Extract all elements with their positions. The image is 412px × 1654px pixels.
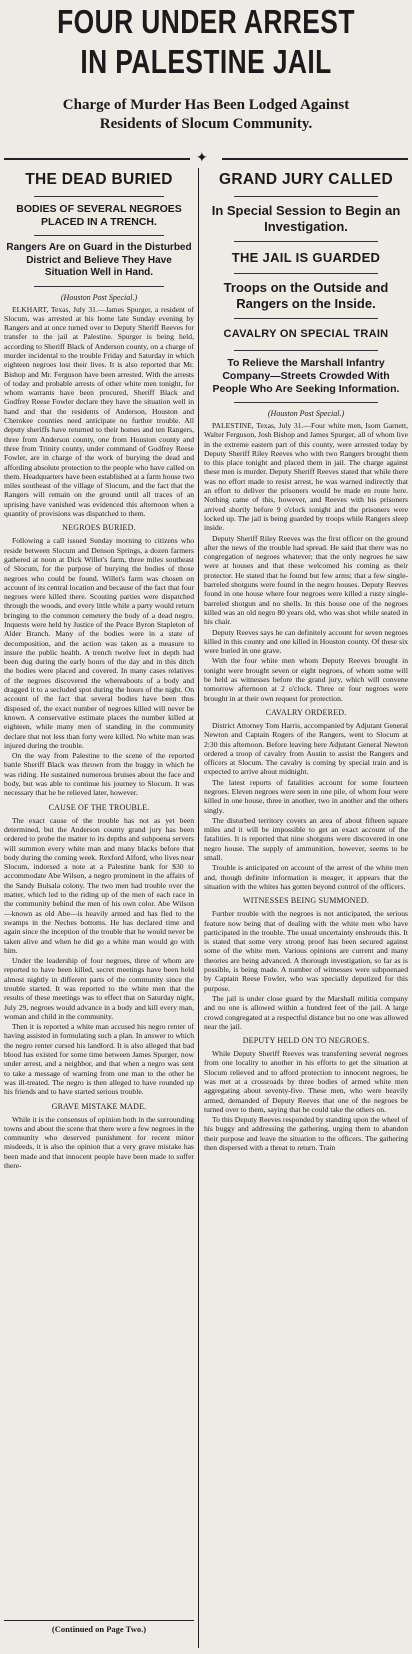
left-subhead-1: BODIES OF SEVERAL NEGROES PLACED IN A TRENCH. — [16, 203, 182, 228]
section-heading: CAVALRY ORDERED. — [265, 707, 347, 717]
right-article-body — [204, 421, 408, 1152]
top-rule-left — [4, 158, 190, 160]
divider — [234, 241, 378, 242]
divider — [234, 350, 378, 351]
paragraph: PALESTINE, Texas, July 31.—Four white men, Isom Garnett, Walter Ferguson, Josh Bishop and James Spurger, all of whom live in the extreme eastern part of this county, were arrested today by Deputy Sheriff Riley Reeves who with two Rangers brought them to this place tonight and placed them in jail. The charge against these men is murder. Deputy Sheriff Reeves stated that while there was no effort made to resist arrest, he was warned indirectly that an effort to deliver the prisoners would be made en route here. Nothing came of this, however, and Reeves with his prisoners arrived shortly before 9 o'clock tonight and the prisoners were locked up. The jail is being guarded by troops while Rangers sleep inside. — [204, 421, 408, 533]
paragraph: District Attorney Tom Harris, accompanied by Adjutant General Newton and Captain Rogers of the Rangers, went to Slocum at 2:30 this afternoon. Before leaving here Adjutant General Newton ordered a troop of cavalry from Austin to assist the Rangers and officers at Slocum. The cavalry is coming by special train and is expected to arrive about midnight. — [204, 720, 408, 777]
section-heading: DEPUTY HELD ON TO NEGROES. — [242, 1036, 370, 1046]
divider — [234, 273, 378, 274]
bottom-rule — [4, 1620, 194, 1621]
right-subhead-4: CAVALRY ON SPECIAL TRAIN — [223, 328, 389, 340]
paragraph: The jail is under close guard by the Marshall militia company and no one is allowed within a hundred feet of the jail. A large crowd congregated at a respectful distance but no one was allowed near the jail. — [204, 993, 408, 1031]
left-article-body — [4, 305, 194, 1171]
section-heading: CAUSE OF THE TROUBLE. — [48, 802, 150, 812]
continued-line: (Continued on Page Two.) — [51, 1624, 147, 1634]
paragraph: Trouble is anticipated on account of the arrest of the white men and, though definite information is meager, it appears that the situation with the whites has gotten beyond control of the officers. — [204, 863, 408, 891]
paragraph: While Deputy Sheriff Reeves was transferring several negroes from one locality to another in his efforts to get the situation at Slocum relieved and to afford protection to innocent negroes, he was met at a crossroads by three bodies of armed white men aggregating about seventy-five. These men, who were heavily armed, demanded of Deputy Reeves that one of the negroes be turned over to them, saying that he could take the others on. — [204, 1049, 408, 1114]
right-subhead-1: In Special Session to Begin an Investigation. — [211, 203, 401, 234]
column-divider — [198, 168, 199, 1648]
right-subhead-5: To Relieve the Marshall Infantry Company—Streets Crowded With People Who Are Seeking Information. — [212, 357, 400, 395]
paragraph: Further trouble with the negroes is not anticipated, the serious feature now being that of dealing with the white men who have participated in the trouble. The usual uncertainty enshrouds this. It is stated that some very strong proof has been secured against some of the white men. Various opinions are current and many theories are being advanced. A thorough investigation, so far as is possible, is being made. A number of witnesses were subpoenaed by Captain Reese Fowler, who was specially deputized for this purpose. — [204, 909, 408, 993]
right-column-headline: GRAND JURY CALLED — [219, 171, 393, 188]
section-heading: GRAVE MISTAKE MADE. — [51, 1101, 147, 1111]
left-credit-line: (Houston Post Special.) — [60, 292, 138, 302]
paragraph: Under the leadership of four negroes, three of whom are reported to have been killed, secret meetings have been held almost nightly in different parts of the community since the trouble started. It was reported to the white men that the results of these meetings was to effect that on Saturday night, July 29, negroes would advance in a body and kill every man, woman and child in the community. — [4, 956, 194, 1021]
divider — [234, 402, 378, 403]
section-heading: WITNESSES BEING SUMMONED. — [242, 896, 370, 906]
headline-line-2: IN PALESTINE JAIL — [80, 43, 332, 80]
paragraph: Deputy Reeves says he can definitely account for seven negroes killed in this county and one killed in Houston county. Of these six were buried in one grave. — [204, 627, 408, 656]
divider — [234, 196, 378, 197]
paragraph: With the four white men whom Deputy Reeves brought in tonight were brought seven or eight negroes, of whom some will be held as witnesses before the grand jury, which will convene tomorrow afternoon at 2 o'clock. Three or four negroes were brought in at their own request for protection. — [204, 656, 408, 703]
top-rule-right — [222, 158, 408, 160]
divider — [34, 235, 164, 236]
deck-line-1: Charge of Murder Has Been Lodged Against — [62, 97, 350, 113]
paragraph: On the way from Palestine to the scene of the reported battle Sheriff Black was thrown from the buggy in which he was riding. He sustained numerous bruises about the face and body, but was able to continue his journey to Slocum. It was necessary that he be relieved later, however. — [4, 751, 194, 798]
divider — [34, 286, 164, 287]
star-ornament-icon: ✦ — [196, 151, 208, 166]
headline-line-1: FOUR UNDER ARREST — [57, 3, 355, 40]
paragraph: The exact cause of the trouble has not as yet been determined, but the Anderson county grand jury has been ordered to probe the matter to its depths and subpoena servers will summon every white man and many blacks before that body during the coming week. Rexford Alford, who lives near Slocum, indorsed a note at a Palestine bank for $30 to accommodate Abe Wilson, a negro prominent in the affairs of the Sandy Bulsala colony. The two men had trouble over the matter, which led to the riding up of the men of each race in the community behind the men of his own color. Abe Wilson—known as old Abe—is heavily armed and has fled to the swamps in the Neches bottoms. He has declared time and again since the inception of the trouble that he would never be taken alive and when he did go a white man would go with him. — [4, 815, 194, 955]
right-subhead-2: THE JAIL IS GUARDED — [231, 250, 381, 265]
paragraph: ELKHART, Texas, July 31.—James Spurger, a resident of Slocum, was arrested at his home late Sunday evening by Rangers and at once turned over to Deputy Sheriff Reeves for transfer to the jail at Palestine. Spurger is being held, according to Sheriff Black of Anderson county, on a charge of murder incidental to the trouble Friday and Saturday in which eighteen negroes lost their lives. It is also reported that Mr. Bishop and Mr. Ferguson have been arrested. With the arrests of today and probable arrests of other white men tonight, for whom warrants have been procured, Sheriff Black and Godfrey Reese Fowler declare they have the situation well in hand and that the residents of Anderson, Houston and Cherokee counties need anticipate no further trouble. All deputy sheriffs have returned to their homes and ten Rangers, three from Anderson county, one from Houston county and three from Trinity county, under command of Godfrey Reese Fowler, are in charge of the work of burying the dead and affording absolute protection to the people who have called on them. Headquarters have been established at a farm house two miles southeast of the village of Slocum, and the fact that the Rangers will remain on the ground until all traces of an uprising have vanished was evidenced this afternoon when a quantity of provisions was dispatched to them. — [4, 304, 194, 519]
left-column — [4, 166, 194, 1618]
deck — [0, 96, 412, 134]
paragraph: Deputy Sheriff Riley Reeves was the first officer on the ground after the news of the trouble had spread. He said that there was no congregation of negroes whatever; that the only negroes he saw were at houses and that these welcomed his coming as their protector. He stated that he found but few arms; that a few single-barreled shotguns were found in the negro houses. Deputy Reeves found in one house where four negroes were killed a rusty single-barreled shotgun and no shells. In this house one of the negroes killed was an old negro 80 years old, who was shot while seated in his chair. — [204, 533, 408, 627]
deck-line-2: Residents of Slocum Community. — [99, 116, 313, 132]
paragraph: To this Deputy Reeves responded by standing upon the wheel of his buggy and addressing the gathering, urging them to abandon their purpose and leave the situation to the officers. The gathering then dispersed with a threat to return. Train — [204, 1115, 408, 1153]
divider — [234, 318, 378, 319]
paragraph: The latest reports of fatalities account for some fourteen negroes. Eleven negroes were seen in one pile, of whom four were killed in one house, three in another, two in another and the others singly. — [204, 777, 408, 815]
paragraph: Then it is reported a white man accused his negro renter of having assisted in formulating such a plan. In answer to which the negro renter cursed his landlord. It is also alleged that bad blood has existed for some time between James Spurger, now under arrest, and a neighbor, and that when a negro was sent to take a message of warning from one man to the other he was ill-treated. The negro is then alleged to have rounded up his friends and to have started serious trouble. — [4, 1022, 194, 1097]
left-subhead-2: Rangers Are on Guard in the Disturbed District and Believe They Have Situation Well in Hand. — [6, 242, 192, 278]
right-credit-line: (Houston Post Special.) — [267, 409, 345, 418]
divider — [34, 196, 164, 197]
section-heading: NEGROES BURIED. — [62, 523, 136, 533]
paragraph: While it is the consensus of opinion both in the surrounding towns and about the scene that there were a few negroes in the community who deserved punishment for recent minor misdeeds, it is also the opinion that a very grave mistake has been made and that innocent people have been made to suffer there- — [4, 1114, 194, 1171]
paragraph: Following a call issued Sunday morning to citizens who reside between Slocum and Denson Springs, a dozen farmers gathered at noon at Dick Willet's farm, three miles southeast of Slocum, for the purpose of burying the bodies of those negroes who could be found. Willet's farm was chosen on account of its central location and because of the fact that four negroes were killed there. Scouting parties were dispatched through the woods, and every little while a party would return bringing to the common cemetery the body of a dead negro. Inquests were held by Justice of the Peace Byron Stapleton of Alder Branch. Many of the bodies were in a state of decomposition, and the action was taken as a measure to insure the public health. A trench twelve feet in depth had been dug during the early hours of the day and in this ditch the bodies were placed and covered. In many cases relatives of the negroes discovered the whereabouts of a body and dragged it to a secluded spot during the hours of the night. On account of the fact that several bodies have been thus disposed of, the exact number of negroes killed will never be known. A conservative estimate places the number killed at eighteen, while many men of standing in the community declare that not less than forty were killed. No white man was injured during the trouble. — [4, 536, 194, 750]
right-subhead-3: Troops on the Outside and Rangers on the Inside. — [223, 280, 389, 311]
right-column — [204, 166, 408, 1618]
left-column-headline: THE DEAD BURIED — [25, 171, 173, 188]
paragraph: The disturbed territory covers an area of about fifteen square miles and it will be impossible to get an exact account of the fatalities. It is reported that nine shotguns were discovered in one negro house. The supply of ammunition, however, seems to be small. — [204, 815, 408, 863]
